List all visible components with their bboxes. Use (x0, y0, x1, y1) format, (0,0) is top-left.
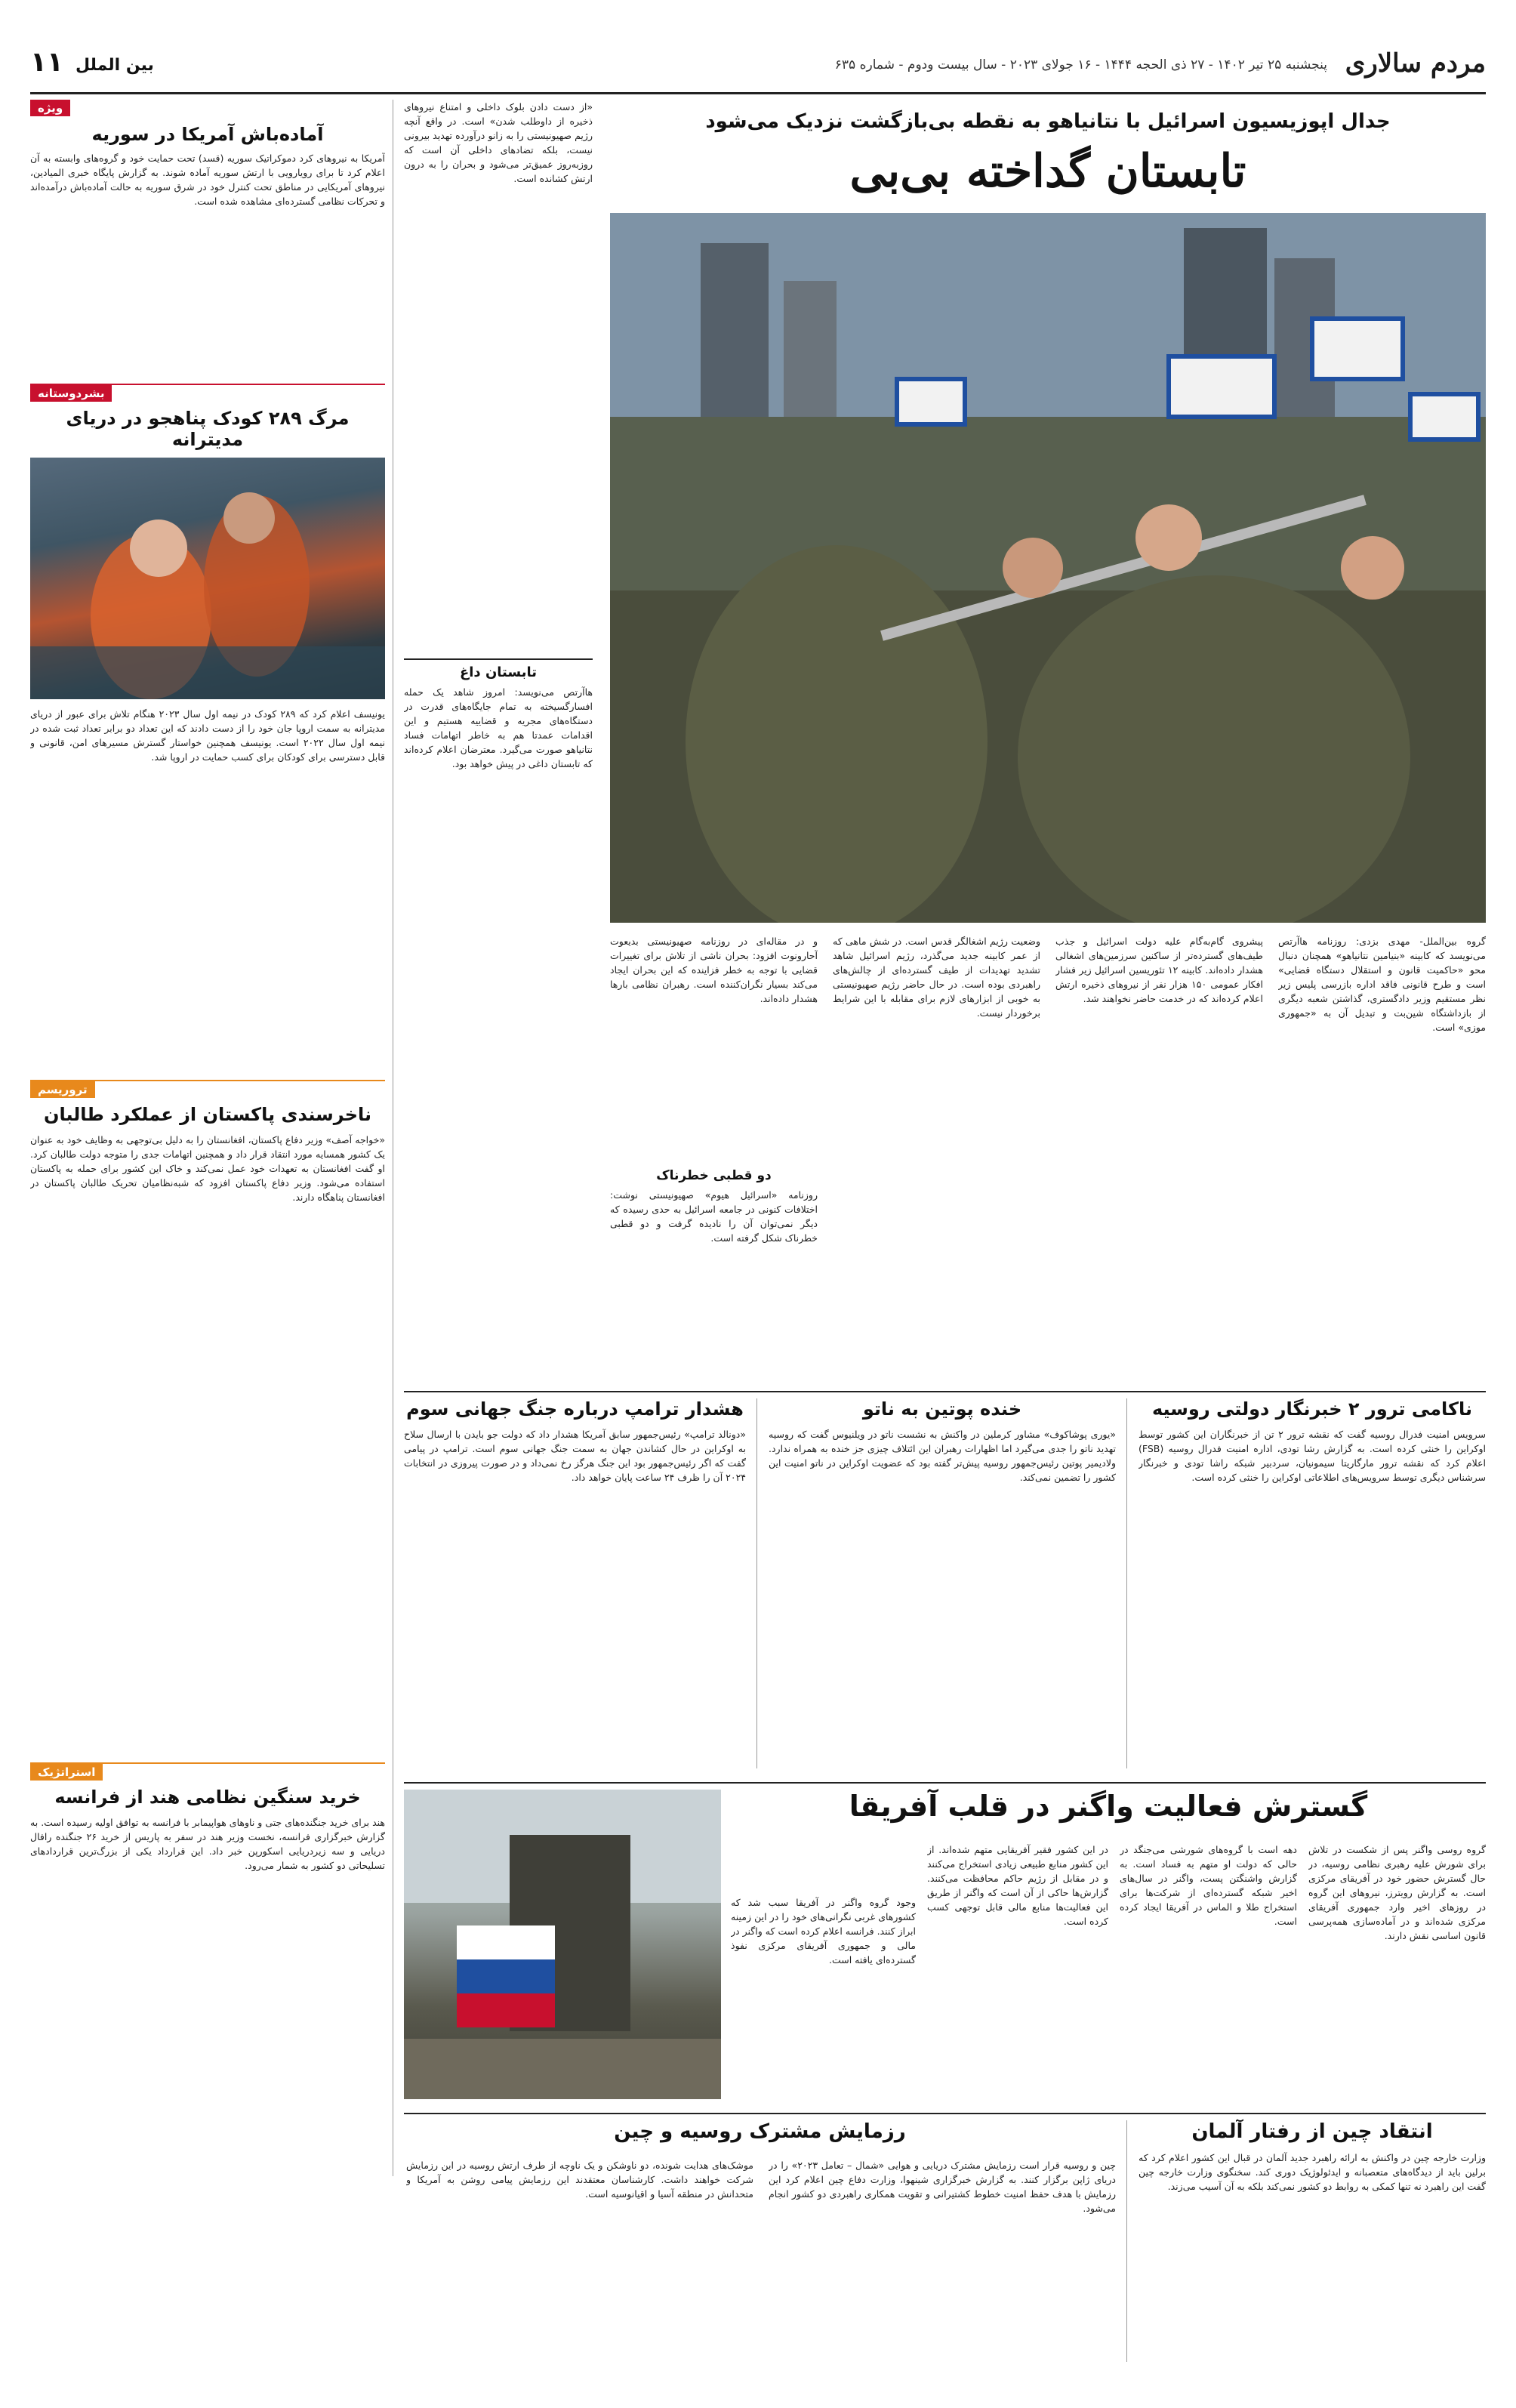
newspaper-logo: مردم سالاری (1345, 48, 1486, 79)
article-pakistan-text: «خواجه آصف» وزیر دفاع پاکستان، افغانستان را به دلیل بی‌توجهی به وظایف خود به عنوان یک کشور همسایه مورد انتقاد قرار داد و همچنین اتهامات جدی را متوجه دولت طالبان کرد. او گفت افغانستان به تعهدات خود عمل نمی‌کند و خاک این کشور برای حمله به پاکستان استفاده می‌شود. وزیر دفاع پاکستان افزود که شبه‌نظامیان تحریک طالبان پاکستان در افغانستان پناهگاه دارند. (30, 1134, 385, 1203)
subhead-hot-summer: تابستان داغ (459, 664, 538, 680)
lead-box-text: روزنامه «اسرائیل هیوم» صهیونیستی نوشت: اختلافات کنونی در جامعه اسرائیل به حدی رسیده که دیگر نمی‌توان آن را نادیده گرفت و دو قطبی خطرناک شکل گرفته است. (610, 1189, 818, 1244)
headline-china-germany: انتقاد چین از رفتار آلمان (1191, 2120, 1433, 2143)
refugee-photo (30, 458, 385, 699)
article-migrant-text: یونیسف اعلام کرد که ۲۸۹ کودک در نیمه اول سال ۲۰۲۳ هنگام تلاش برای عبور از دریای مدیترانه به سمت اروپا جان خود را از دست دادند که این تعداد دو برابر تعداد ثبت شده در نیمه اول سال ۲۰۲۲ است. یونیسف همچنین خواستار گسترش مسیرهای امن، قانونی و قابل دسترسی برای کودکان برای کسب حمایت در اروپا شد. (30, 708, 385, 763)
headline-russia-china-drill: رزمایش مشترک روسیه و چین (614, 2120, 906, 2143)
brief-drill-col-1: چین و روسیه قرار است رزمایش مشترک دریایی و هوایی «شمال – تعامل ۲۰۲۳» را در دریای ژاپن برگزار کنند. به گزارش خبرگزاری شینهوا، وزارت دفاع چین اعلام کرد این رزمایش با هدف حفظ امنیت خطوط کشتیرانی و تقویت همکاری راهبردی دو کشور انجام می‌شود. (769, 2160, 1116, 2214)
headline-india-france: خرید سنگین نظامی هند از فرانسه (54, 1787, 361, 1808)
masthead-rule (30, 92, 1486, 94)
brief-russia-text: سرویس امنیت فدرال روسیه گفت که نقشه ترور ۲ تن از خبرنگاران این کشور توسط اوکراین را خنثی کرده است. به گزارش رشا تودی، اداره امنیت فدرال روسیه (FSB) اعلام کرد که نقشه ترور مارگاریتا سیمونیان، سردبیر شبکه راشا تودی و خبرنگار سرشناس دیگری توسط سرویس‌های اطلاعاتی اوکراین را خنثی کرده است. (1139, 1429, 1486, 1483)
headline-wagner: گسترش فعالیت واگنر در قلب آفریقا (849, 1790, 1368, 1823)
brief-divider-2 (756, 1398, 757, 1768)
sidebar (30, 100, 385, 2176)
lead-continued-top: «از دست دادن بلوک داخلی و امتناع نیروهای ذخیره از داوطلب شدن» است. در واقع آنچه رژیم صهیونیستی را به زانو درآورده تهدید بیرونی نیست، بلکه تضادهای داخلی آن است که روزبه‌روز عمیق‌تر می‌شود و بحران را به درون ارتش کشانده است. (404, 101, 593, 184)
lead-bottom-rule (404, 1391, 1486, 1392)
headline-trump-ww3: هشدار ترامپ درباره جنگ جهانی سوم (406, 1398, 744, 1420)
section-label: بین الملل (75, 56, 154, 75)
lead-body-col-1: گروه بین‌الملل- مهدی بزدی: روزنامه هاآرتص می‌نویسد که کابینه «بنیامین نتانیاهو» همچنان دنبال محو «حاکمیت قانون و استقلال دستگاه قضایی» است و طرح قانونی فاقد اداره بازرسی پلیس زیر نظر مستقیم وزیر دادگستری، گذاشتن شعبه دیگری از بازداشتگاه شین‌بت و تبدیل آن به «جمهوری موزی» است. (1278, 936, 1486, 1033)
wagner-col-2: دهه است با گروه‌های شورشی می‌جنگد در حالی که دولت او متهم به فساد است. به گزارش واشنگتن پست، واگنر در سال‌های اخیر شبکه گسترده‌ای از شرکت‌ها برای استخراج طلا و الماس در آفریقا ایجاد کرده است. (1120, 1844, 1297, 1927)
bottom-divider-1 (1126, 2120, 1127, 2362)
wagner-photo-graphic (404, 1790, 721, 2099)
kicker-terrorism: تروریسم (30, 1081, 95, 1098)
refugee-photo-graphic (30, 458, 385, 699)
headline-russia-journalists: ناکامی ترور ۲ خبرنگار دولتی روسیه (1151, 1398, 1473, 1420)
lead-body-col-4 (610, 934, 818, 1380)
dateline: پنجشنبه ۲۵ تیر ۱۴۰۲ - ۲۷ ذی الحجه ۱۴۴۴ - ۱۶ جولای ۲۰۲۳ - سال بیست ودوم - شماره ۶۳۵ (834, 57, 1327, 72)
lead-body-col-4-text: و در مقاله‌ای در روزنامه صهیونیستی بدیعوت آحارونوت افزود: بحران ناشی از تلاش برای تغییرات قضایی با توجه به خطر فزاینده که این بحران ایجاد می‌کند بسیار نگران‌کننده است. رهبران نظامی بارها هشدار داده‌اند. (610, 936, 818, 1004)
headline-putin-nato: خنده پوتین به ناتو (862, 1398, 1022, 1420)
kicker-special: ویژه (30, 100, 70, 116)
kicker-humanitarian: بشردوستانه (30, 385, 112, 402)
brief-trump-ww3 (404, 1398, 746, 1752)
lead-continued-mid: هاآرتص می‌نویسد: امروز شاهد یک حمله افسارگسیخته به تمام جایگاه‌های قدرت در دستگاه‌های مجریه و قضاییه هستیم و این اقدامات عمدتا هم به خاطر اتهامات فساد نتانیاهو صورت می‌گیرد. معترضان اعلام کرده‌اند که تابستان داغی در پیش خواهد بود. (404, 686, 593, 769)
headline-syria: آماده‌باش آمریکا در سوریه (91, 124, 324, 145)
subhead-polarization: دو قطبی خطرناک (656, 1168, 772, 1183)
brief-divider-1 (1126, 1398, 1127, 1768)
brief-putin-nato (769, 1398, 1116, 1752)
lead-body-col-3: وضعیت رژیم اشغالگر قدس است. در شش ماهی که از عمر کابینه جدید می‌گذرد، رژیم اسرائیل شاهد تشدید تهدیدات از طیف گسترده‌ای از چالش‌های راهبردی بوده است. در حال حاضر رژیم صهیونیستی به خوبی از ابزارهای لازم برای مقابله با این شرایط برخوردار نیست. (833, 936, 1040, 1019)
headline-migrant-children: مرگ ۲۸۹ کودک پناهجو در دریای مدیترانه (66, 408, 350, 450)
wagner-col-1: گروه روسی واگنر پس از شکست در تلاش برای شورش علیه رهبری نظامی روسیه، در حال گسترش حضور خود در آفریقای مرکزی است. به گزارش رویترز، نیروهای این گروه در روزهای اخیر وارد جمهوری آفریقای مرکزی شده‌اند و در آماده‌سازی همه‌پرسی قانون اساسی نقش دارند. (1308, 1844, 1486, 1941)
lead-subtitle: جدال اپوزیسیون اسرائیل با نتانیاهو به نقطه بی‌بازگشت نزدیک می‌شود (705, 110, 1391, 133)
brief-trump-text: «دونالد ترامپ» رئیس‌جمهور سابق آمریکا هشدار داد که دولت جو بایدن با ارسال سلاح به اوکراین در حال کشاندن جهان به سمت جنگ جهانی سوم است. ترامپ در پیامی گفت که اگر رئیس‌جمهور بود این جنگ هرگز رخ نمی‌داد و در صورت پیروزی در انتخابات ۲۰۲۴ آن را ظرف ۲۴ ساعت پایان خواهد داد. (404, 1429, 746, 1483)
brief-drill-col-2: موشک‌های هدایت شونده، دو ناوشکن و یک ناوچه از طرف ارتش روسیه در این رزمایش شرکت خواهند داشت. کارشناسان معتقدند این رزمایش پیامی روشن به آمریکا و متحدانش در منطقه آسیا و اقیانوسیه است. (406, 2160, 753, 2200)
lead-body-col-2: پیشروی گام‌به‌گام علیه دولت اسرائیل و جذب طیف‌های گسترده‌تر از ساکنین سرزمین‌های اشغالی هشدار داده‌اند. کابینه ۱۲ تئوریسین اسرائیل زیر فشار افکار عمومی ۱۵۰ هزار نفر از نیروهای ذخیره ارتش اعلام کرده‌اند که در خدمت حاضر نخواهند شد. (1055, 936, 1263, 1004)
bottom-row (404, 2120, 1486, 2369)
wagner-col-4: وجود گروه واگنر در آفریقا سبب شد که کشورهای غربی نگرانی‌های خود را در این زمینه ابراز کنند. فرانسه اعلام کرده است که واگنر در مالی و جمهوری آفریقای مرکزی نفوذ گسترده‌ای یافته است. (731, 1897, 916, 1966)
article-india-text: هند برای خرید جنگنده‌های جتی و ناوهای هواپیمابر با فرانسه به توافق اولیه رسیده است. به گزارش خبرگزاری فرانسه، نخست وزیر هند در سفر به پاریس از خرید ۲۶ جنگنده رافال دریایی و سه زیردریایی اسکورپن خبر داد. این قرارداد یکی از بزرگ‌ترین قراردادهای تسلیحاتی دو کشور به شمار می‌رود. (30, 1817, 385, 1871)
africa-bottom-rule (404, 2113, 1486, 2114)
kicker-strategic: استراتژیک (30, 1764, 103, 1781)
article-syria-text: آمریکا به نیروهای کرد دموکراتیک سوریه (قسد) تحت حمایت خود و گروه‌های وابسته به آن اعلام کرد تا برای رویارویی با ارتش سوریه آماده شوند. به گزارش پایگاه خبری المیادین، نیروهای آمریکایی در مناطق تحت کنترل خود در شرق سوریه به حالت آماده‌باش درآمده‌اند و تحرکات نظامی گسترده‌ای مشاهده شده است. (30, 153, 385, 207)
lead-photo-protest (610, 213, 1486, 923)
brief-china-germany (1139, 2120, 1486, 2347)
lead-story (404, 100, 1486, 1383)
wagner-col-3: در این کشور فقیر آفریقایی متهم شده‌اند. از این کشور منابع طبیعی زیادی استخراج می‌کنند و در مقابل از رژیم حاکم محافظت می‌کنند. گزارش‌ها حاکی از آن است که واگنر از طریق این فعالیت‌ها منابع مالی قابل توجهی کسب کرده است. (927, 1844, 1108, 1927)
lead-title: تابستان گداخته بی‌بی (849, 145, 1246, 198)
brief-putin-text: «یوری پوشاکوف» مشاور کرملین در واکنش به نشست ناتو در ویلنیوس گفت که روسیه تهدید ناتو را جدی می‌گیرد اما اظهارات رهبران این ائتلاف چیزی جز خنده به همراه ندارد. ولادیمیر پوتین رئیس‌جمهور روسیه پیش‌تر گفته بود که عضویت اوکراین در ناتو امنیت این کشور را تضمین نمی‌کند. (769, 1429, 1116, 1483)
wagner-photo (404, 1790, 721, 2099)
brief-china-germany-text: وزارت خارجه چین در واکنش به ارائه راهبرد جدید آلمان در قبال این کشور اعلام کرد که برلین باید از دیدگاه‌های متعصبانه و ایدئولوژیک دوری کند. سخنگوی وزارت خارجه چین گفت این راهبرد نه تنها کمکی به روابط دو کشور نمی‌کند بلکه به آن آسیب می‌زند. (1139, 2152, 1486, 2192)
middle-bottom-rule (404, 1782, 1486, 1784)
brief-russia-journalists (1139, 1398, 1486, 1752)
page-number: ۱۱ (30, 47, 63, 78)
masthead (30, 45, 1486, 89)
brief-russia-china-drill (404, 2120, 1116, 2214)
headline-pakistan: ناخرسندی پاکستان از عملکرد طالبان (43, 1104, 372, 1125)
lead-box-hot-summer (404, 658, 593, 1364)
middle-row (404, 1398, 1486, 1776)
protest-photo-graphic (610, 213, 1486, 923)
africa-story (404, 1790, 1486, 2107)
